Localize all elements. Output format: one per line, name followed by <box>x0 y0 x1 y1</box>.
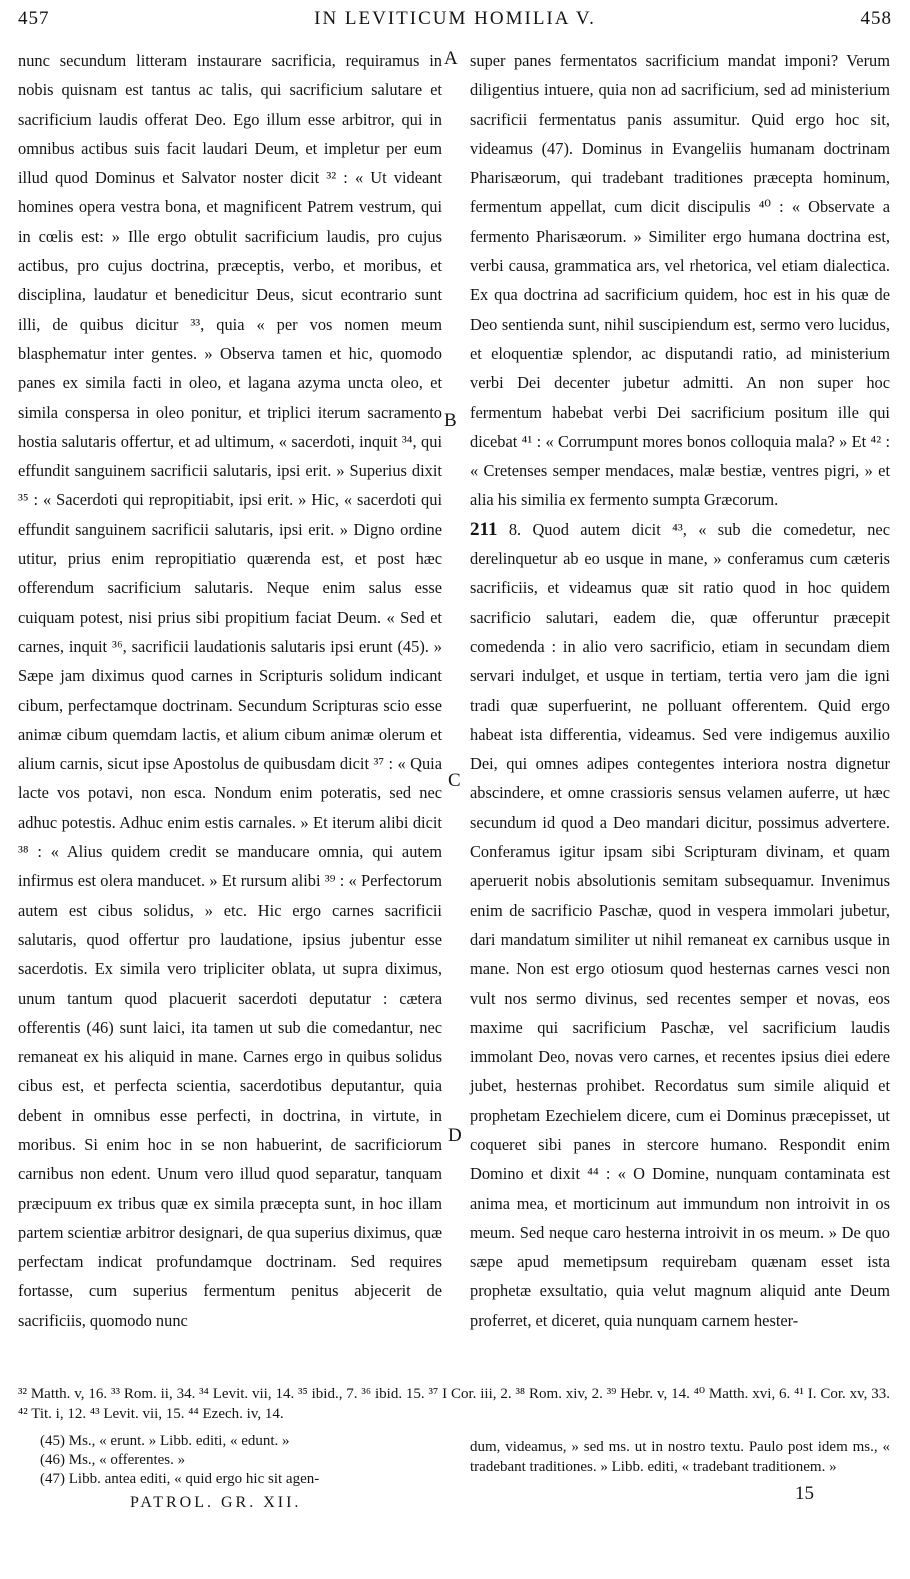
left-column-text: nunc secundum litteram instaurare sacrificia, requiramus in nobis quisnam est tantus ac talis, qui sacrificium salutare et sacrificium laudis offerat Deo. Ego illum esse arbitror, qui in omnibus actibus suis facit laudari Deum, et impletur per eum illud quod Dominus et Salvator noster dicit ³² : « Ut videant homines opera vestra bona, et magnificent Patrem vestrum, qui in cœlis est: » Ille ergo obtulit sacrificium laudis, pro cujus actibus, pro cujus doctrina, præceptis, verbo, et moribus, et disciplina, laudatur et benedicitur Deus, sicut econtrario sunt illi, de quibus dicitur ³³, quia « per vos nomen meum blasphematur inter gentes. » Observa tamen et hic, quomodo panes ex simila facti in oleo, et lagana azyma uncta oleo, et simila conspersa in oleo ponitur, et triplici iterum sacramento hostia salutaris offertur, et ad ultimum, « sacerdoti, inquit ³⁴, qui effundit sanguinem sacrificii salutaris, ipsi erit. » Superius dixit ³⁵ : « Sacerdoti qui repropitiabit, ipsi erit. » Hic, « sacerdoti qui effundit sanguinem sacrificii salutaris, ipsi erit. » Digno ordine utitur, prius enim repropitiatio quærenda est, et post hæc offerendum sacrificium salutaris. Neque enim salus esse cuiquam potest, nisi prius sibi propitium faciat Deum. « Sed et carnes, inquit ³⁶, sacrificii laudationis salutaris ipsi erunt (45). » Sæpe jam diximus quod carnes in Scripturis solidum indicant cibum, perfectamque doctrinam. Secundum Scripturas scio esse animæ cibum quemdam lactis, et alium cibum animæ olerum et alium carnis, sicut ipse Apostolus de quibusdam dicit ³⁷ : « Quia lacte vos potavi, non esca. Nondum enim poteratis, sed nec adhuc potestis. Adhuc enim estis carnales. » Et iterum alibi dicit ³⁸ : « Alius quidem credit se manducare omnia, qui autem infirmus est olera manducet. » Et rursum alibi ³⁹ : « Perfectorum autem est cibus solidus, » etc. Hic ergo carnes sacrificii salutaris, quod offertur pro laudatione, ipsius jubentur esse sacerdotis. Ex simila vero tripliciter oblata, ut supra diximus, unum tantum quod placuerit sacerdoti deputatur : cætera offerentis (46) sunt laici, ita tamen ut sub die comedantur, nec remaneat ex his aliquid in mane. Carnes ergo in quibus solidus cibus est, et perfecta scientia, sacerdotibus deputantur, quia debent in omnibus esse perfecti, in doctrina, in virtute, in moribus. Si enim hoc in se non habuerint, de sacrificiorum carnibus non edent. Unum vero illud quod separatur, tanquam præcipuum ex tribus quæ ex simila præcepta sunt, in hoc illam partem scientiæ arbitror designari, de qua superius diximus, quæ perfectam indicat profundamque doctrinam. Sed requires fortasse, cum superius fermentum penitus abjecerit de sacrificiis, quomodo nunc <box>18 51 442 1330</box>
margin-marker-d: D <box>448 1125 462 1146</box>
right-column-text-before: super panes fermentatos sacrificium mandat imponi? Verum diligentius intuere, quia non ad sacrificium, sed ad ministerium sacrificii fermentatus panis assumitur. Quid ergo hoc sit, videamus (47). Dominus in Evangeliis humanam doctrinam Pharisæorum, qui tradebant traditiones præcepta hominum, fermentum appellat, cum dicit discipulis ⁴⁰ : « Observate a fermento Pharisæorum. » Similiter ergo humana doctrina est, verbi causa, grammatica ars, vel rhetorica, vel etiam dialectica. Ex qua doctrina ad sacrificium quidem, hoc est in his quæ de Deo sentienda sunt, nihil suscipiendum est, sermo vero lucidus, et eloquentiæ splendor, ac disputandi ratio, ad ministerium verbi Dei decenter jubetur admitti. An non super hoc fermentum habebat verbi Dei sacrificium positum ille qui dicebat ⁴¹ : « Corrumpunt mores bonos colloquia mala? » Et ⁴² : « Cretenses semper mendaces, malæ bestiæ, ventres pigri, » et alia his similia ex fermento sumpta Græcorum. <box>470 51 890 510</box>
page-number-right: 458 <box>860 8 892 29</box>
editorial-notes <box>40 1432 440 1489</box>
page-number-left: 457 <box>18 8 50 29</box>
right-column <box>470 46 890 1335</box>
editorial-note: (47) Libb. antea editi, « quid ergo hic sit agen- <box>40 1471 320 1487</box>
running-header <box>18 8 892 38</box>
running-title: IN LEVITICUM HOMILIA V. <box>314 8 596 29</box>
editorial-note: (46) Ms., « offerentes. » <box>40 1452 186 1468</box>
section-number: 211 <box>470 518 498 540</box>
margin-marker-b: B <box>444 410 457 431</box>
right-column-section <box>470 515 890 1335</box>
sheet-number: 15 <box>795 1483 814 1504</box>
scripture-footnotes: ³² Matth. v, 16. ³³ Rom. ii, 34. ³⁴ Levit. vii, 14. ³⁵ ibid., 7. ³⁶ ibid. 15. ³⁷ I Cor. iii, 2. ³⁸ Rom. xiv, 2. ³⁹ Hebr. v, 14. ⁴⁰ Matth. xvi, 6. ⁴¹ I. Cor. xv, 33. ⁴² Tit. i, 12. ⁴³ Levit. vii, 15. ⁴⁴ Ezech. iv, 14. <box>18 1386 890 1422</box>
editorial-note-continuation: dum, videamus, » sed ms. ut in nostro textu. Paulo post idem ms., « tradebant traditiones. » Libb. editi, « tradebant traditionem. » <box>470 1439 890 1475</box>
left-column <box>18 46 442 1335</box>
margin-marker-c: C <box>448 770 461 791</box>
margin-marker-a: A <box>444 48 458 69</box>
imprint-signature: PATROL. GR. XII. <box>130 1494 302 1511</box>
editorial-note: (45) Ms., « erunt. » Libb. editi, « edunt. » <box>40 1433 290 1449</box>
right-column-text-after: 8. Quod autem dicit ⁴³, « sub die comedetur, nec derelinquetur ab eo usque in mane, » conferamus cum cæteris sacrificiis, et videamus quæ sit ratio quod in hoc quidem sacrificio salutari, eadem die, quæ offeruntur præcepit comedenda : in alio vero sacrificio, etiam in secundam diem servari indulget, et usque in tertiam, tertia vero jam die igni tradi quæ superfuerint, ne polluant offerentem. Quid ergo habeat ista differentia, videamus. Sed vere indigemus auxilio Dei, qui omnes adipes contegentes interiora nostra dignetur abscindere, et omne crassioris sensus velamen auferre, ut hæc secundum id quod a Deo mandari dicitur, possimus advertere. Conferamus igitur ipsam sibi Scripturam divinam, et quam aperuerit nobis absolutionis semitam subsequamur. Invenimus enim de sacrificio Paschæ, quod in vespera immolari jubetur, dari mandatum similiter ut nihil remaneat ex carnibus usque in mane. Non est ergo otiosum quod hesternas carnes vesci non vult nos sermo divinus, sed recentes semper et novas, eos maxime qui sacrificium Paschæ, vel sacrificium laudis immolant Deo, novas vero carnes, et recentes ipsius diei edere jubet, hesternas prohibet. Recordatus sum simile aliquid et prophetam Ezechielem dicere, cum ei Dominus præcepisset, ut coqueret sibi panes in stercore humano. Respondit enim Domino et dixit ⁴⁴ : « O Domine, nunquam contaminata est anima mea, et morticinum aut immundum non introivit in os meum. Sed neque caro hesterna introivit in os meum. » De quo sæpe apud memetipsum requirebam quænam esset ista prophetæ exsultatio, quia velut magnum aliquid ante Deum proferret, et diceret, quia nunquam carnem hester- <box>470 519 890 1330</box>
